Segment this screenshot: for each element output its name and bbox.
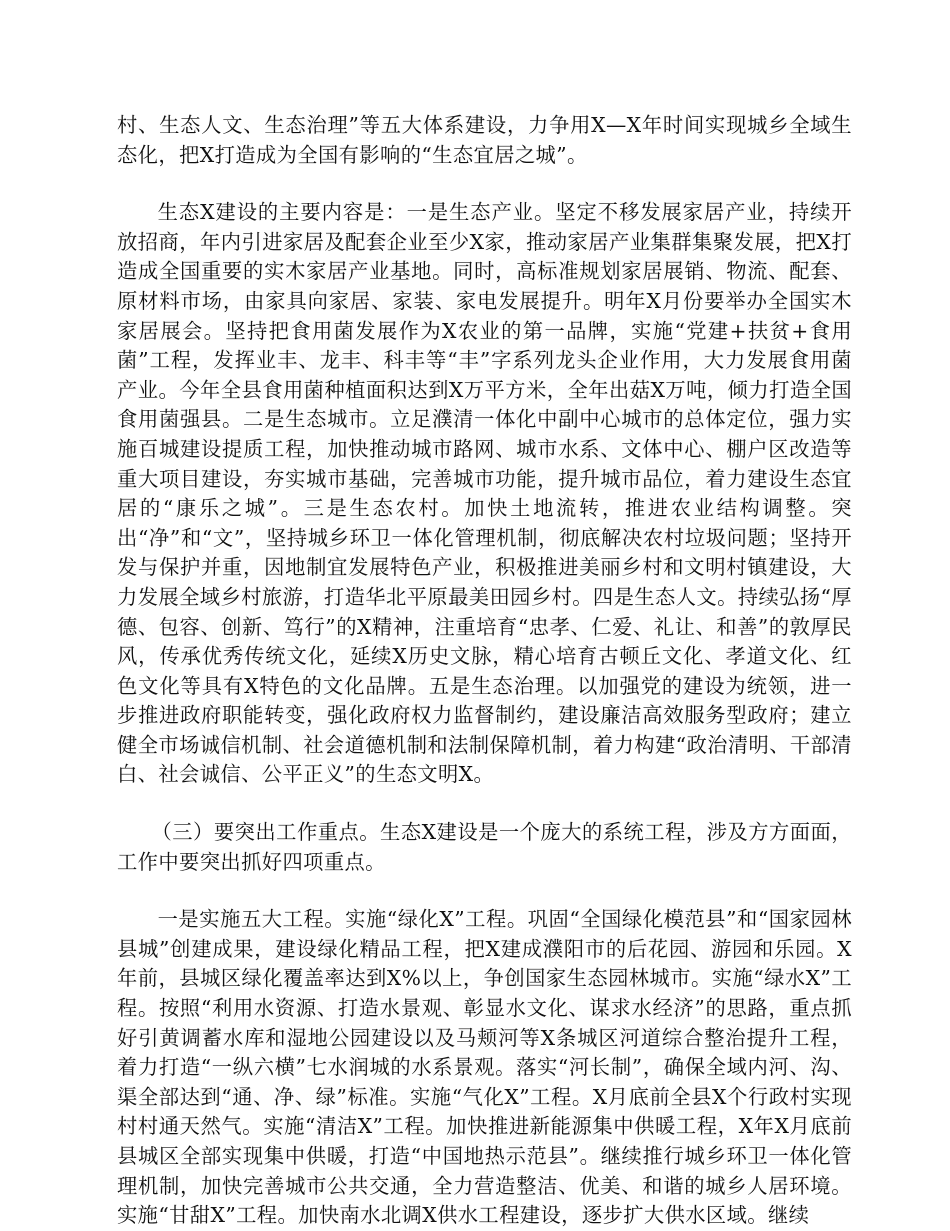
paragraph-section-heading: （三）要突出工作重点。生态X建设是一个庞大的系统工程，涉及方方面面，工作中要突出抓好四项重点。 [117, 820, 852, 874]
paragraph-gap [117, 877, 852, 905]
paragraph-five-projects: 一是实施五大工程。实施“绿化X”工程。巩固“全国绿化模范县”和“国家园林县城”创建成果，建设绿化精品工程，把X建成濮阳市的后花园、游园和乐园。X年前，县城区绿化覆盖率达到X%以上，争创国家生态园林城市。实施“绿水X”工程。按照“利用水资源、打造水景观、彰显水文化、谋求水经济”的思路，重点抓好引黄调蓄水库和湿地公园建设以及马颊河等X条城区河道综合整治提升工程，着力打造“一纵六横”七水润城的水系景观。落实“河长制”，确保全域内河、沟、渠全部达到“通、净、绿”标准。实施“气化X”工程。X月底前全县X个行政村实现村村通天然气。实施“清洁X”工程。加快推进新能源集中供暖工程，X年X月底前县城区全部实现集中供暖，打造“中国地热示范县”。继续推行城乡环卫一体化管理机制，加快完善城市公共交通，全力营造整洁、优美、和谐的城乡人居环境。实施“甘甜X”工程。加快南水北调X供水工程建设，逐步扩大供水区域。继续 [117, 907, 852, 1228]
document-page [117, 111, 852, 1231]
paragraph-continuation: 村、生态人文、生态治理”等五大体系建设，力争用X—X年时间实现城乡全域生态化，把X打造成为全国有影响的“生态宜居之城”。 [117, 113, 852, 167]
paragraph-gap [117, 170, 852, 198]
paragraph-gap [117, 790, 852, 818]
paragraph-main-content: 生态X建设的主要内容是：一是生态产业。坚定不移发展家居产业，持续开放招商，年内引进家居及配套企业至少X家，推动家居产业集群集聚发展，把X打造成全国重要的实木家居产业基地。同时，高标准规划家居展销、物流、配套、原材料市场，由家具向家居、家装、家电发展提升。明年X月份要举办全国实木家居展会。坚持把食用菌发展作为X农业的第一品牌，实施“党建+扶贫+食用菌”工程，发挥业丰、龙丰、科丰等“丰”字系列龙头企业作用，大力发展食用菌产业。今年全县食用菌种植面积达到X万平方米，全年出菇X万吨，倾力打造全国食用菌强县。二是生态城市。立足濮清一体化中副中心城市的总体定位，强力实施百城建设提质工程，加快推动城市路网、城市水系、文体中心、棚户区改造等重大项目建设，夯实城市基础，完善城市功能，提升城市品位，着力建设生态宜居的“康乐之城”。三是生态农村。加快土地流转，推进农业结构调整。突出“净”和“文”，坚持城乡环卫一体化管理机制，彻底解决农村垃圾问题；坚持开发与保护并重，因地制宜发展特色产业，积极推进美丽乡村和文明村镇建设，大力发展全域乡村旅游，打造华北平原最美田园乡村。四是生态人文。持续弘扬“厚德、包容、创新、笃行”的X精神，注重培育“忠孝、仁爱、礼让、和善”的敦厚民风，传承优秀传统文化，延续X历史文脉，精心培育古顿丘文化、孝道文化、红色文化等具有X特色的文化品牌。五是生态治理。以加强党的建设为统领，进一步推进政府职能转变，强化政府权力监督制约，建设廉洁高效服务型政府；建立健全市场诚信机制、社会道德机制和法制保障机制，着力构建“政治清明、干部清白、社会诚信、公平正义”的生态文明X。 [117, 200, 852, 787]
